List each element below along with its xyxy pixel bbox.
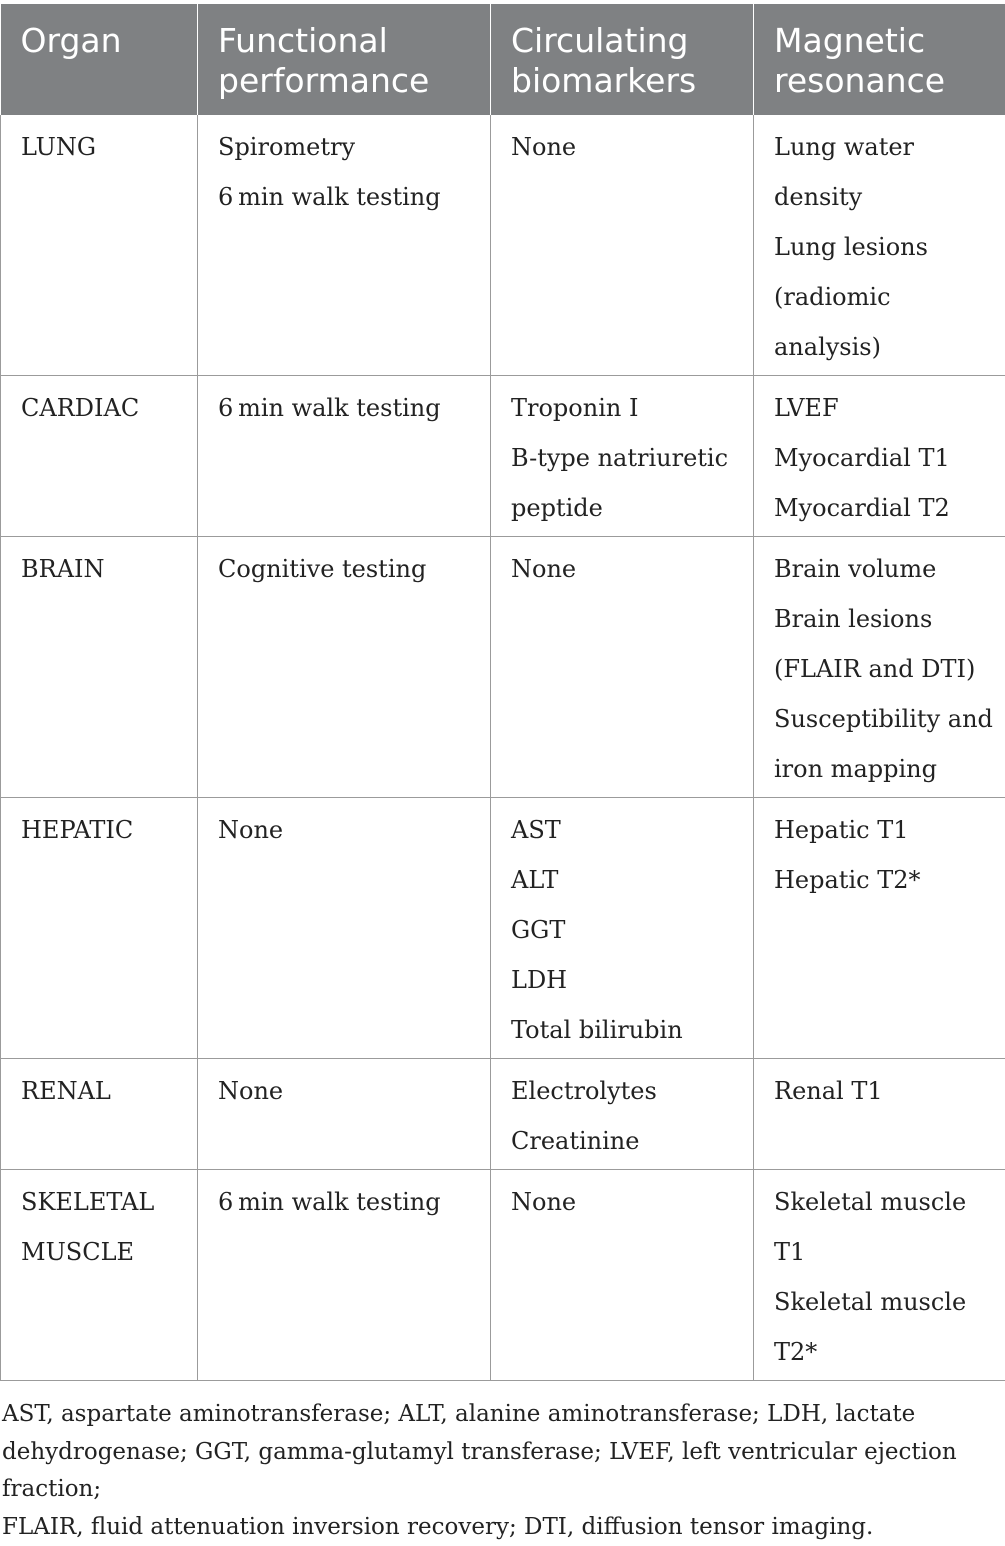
header-mr-line-2: resonance [774, 61, 945, 100]
cell-organ-line: HEPATIC [21, 805, 191, 855]
header-circulating-biomarkers [491, 4, 754, 115]
cell-magnetic-resonance-line: Brain volume [774, 544, 999, 594]
cell-organ [1, 376, 198, 537]
cell-functional-performance-line: Cognitive testing [218, 544, 484, 594]
cell-organ-line: MUSCLE [21, 1227, 191, 1277]
cell-circulating-biomarkers-line: Electrolytes [511, 1066, 747, 1116]
cell-organ-line: BRAIN [21, 544, 191, 594]
cell-magnetic-resonance-line: Susceptibility and [774, 694, 999, 744]
cell-functional-performance-line: 6 min walk testing [218, 1177, 484, 1227]
cell-circulating-biomarkers [491, 376, 754, 537]
cell-organ [1, 798, 198, 1059]
cell-organ-line: CARDIAC [21, 383, 191, 433]
header-magnetic-resonance [754, 4, 1005, 115]
cell-functional-performance [198, 798, 491, 1059]
cell-circulating-biomarkers-line: peptide [511, 483, 747, 533]
cell-functional-performance-line: None [218, 1066, 484, 1116]
header-mr-line-1: Magnetic [774, 21, 925, 60]
cell-magnetic-resonance [754, 1059, 1005, 1170]
header-organ [1, 4, 198, 115]
cell-organ-line: LUNG [21, 122, 191, 172]
organ-assessment-table-container [0, 4, 1005, 1381]
cell-circulating-biomarkers-line: None [511, 544, 747, 594]
cell-circulating-biomarkers-line: B-type natriuretic [511, 433, 747, 483]
cell-magnetic-resonance [754, 798, 1005, 1059]
header-row [1, 4, 1005, 115]
cell-circulating-biomarkers-line: None [511, 1177, 747, 1227]
cell-functional-performance [198, 376, 491, 537]
cell-circulating-biomarkers-line: ALT [511, 855, 747, 905]
table-row [1, 798, 1005, 1059]
cell-circulating-biomarkers [491, 798, 754, 1059]
cell-functional-performance-line: 6 min walk testing [218, 383, 484, 433]
cell-circulating-biomarkers [491, 1059, 754, 1170]
cell-functional-performance-line: Spirometry [218, 122, 484, 172]
footnote-line-1: AST, aspartate aminotransferase; ALT, alanine aminotransferase; LDH, lactate [2, 1396, 1002, 1434]
cell-magnetic-resonance-line: Hepatic T2* [774, 855, 999, 905]
footnote-line-3: FLAIR, fluid attenuation inversion recovery; DTI, diffusion tensor imaging. [2, 1509, 1002, 1546]
cell-magnetic-resonance-line: Hepatic T1 [774, 805, 999, 855]
cell-circulating-biomarkers-line: None [511, 122, 747, 172]
cell-functional-performance [198, 537, 491, 798]
cell-magnetic-resonance-line: Skeletal muscle [774, 1277, 999, 1327]
table-header [1, 4, 1005, 115]
cell-magnetic-resonance [754, 537, 1005, 798]
cell-organ [1, 1059, 198, 1170]
cell-organ [1, 1170, 198, 1381]
cell-organ [1, 115, 198, 376]
cell-magnetic-resonance-line: Myocardial T2 [774, 483, 999, 533]
header-organ-line: Organ [21, 21, 122, 60]
cell-functional-performance-line: 6 min walk testing [218, 172, 484, 222]
cell-magnetic-resonance [754, 115, 1005, 376]
cell-circulating-biomarkers [491, 537, 754, 798]
organ-assessment-table [0, 4, 1005, 1381]
cell-magnetic-resonance-line: Brain lesions [774, 594, 999, 644]
cell-organ [1, 537, 198, 798]
cell-magnetic-resonance-line: (radiomic [774, 272, 999, 322]
header-biomarkers-line-2: biomarkers [511, 61, 696, 100]
cell-magnetic-resonance-line: Myocardial T1 [774, 433, 999, 483]
cell-organ-line: SKELETAL [21, 1177, 191, 1227]
cell-magnetic-resonance-line: analysis) [774, 322, 999, 372]
header-functional-line-2: performance [218, 61, 429, 100]
cell-circulating-biomarkers-line: AST [511, 805, 747, 855]
header-biomarkers-line-1: Circulating [511, 21, 688, 60]
header-functional-line-1: Functional [218, 21, 388, 60]
cell-circulating-biomarkers-line: Creatinine [511, 1116, 747, 1166]
cell-functional-performance [198, 115, 491, 376]
cell-magnetic-resonance-line: LVEF [774, 383, 999, 433]
cell-circulating-biomarkers-line: GGT [511, 905, 747, 955]
cell-functional-performance [198, 1170, 491, 1381]
cell-circulating-biomarkers-line: Troponin I [511, 383, 747, 433]
table-row [1, 537, 1005, 798]
cell-circulating-biomarkers [491, 115, 754, 376]
table-row [1, 1170, 1005, 1381]
cell-functional-performance [198, 1059, 491, 1170]
cell-magnetic-resonance-line: (FLAIR and DTI) [774, 644, 999, 694]
cell-magnetic-resonance-line: Skeletal muscle [774, 1177, 999, 1227]
cell-magnetic-resonance [754, 376, 1005, 537]
cell-circulating-biomarkers [491, 1170, 754, 1381]
table-body [1, 115, 1005, 1381]
cell-magnetic-resonance-line: Renal T1 [774, 1066, 999, 1116]
table-row [1, 1059, 1005, 1170]
cell-functional-performance-line: None [218, 805, 484, 855]
cell-magnetic-resonance-line: iron mapping [774, 744, 999, 794]
cell-magnetic-resonance [754, 1170, 1005, 1381]
cell-circulating-biomarkers-line: LDH [511, 955, 747, 1005]
cell-magnetic-resonance-line: density [774, 172, 999, 222]
cell-magnetic-resonance-line: Lung lesions [774, 222, 999, 272]
table-row [1, 115, 1005, 376]
cell-magnetic-resonance-line: Lung water [774, 122, 999, 172]
header-functional-performance [198, 4, 491, 115]
footnote-line-2: dehydrogenase; GGT, gamma-glutamyl transferase; LVEF, left ventricular ejection fraction; [2, 1434, 1002, 1509]
table-footnote [2, 1396, 1002, 1546]
table-row [1, 376, 1005, 537]
cell-magnetic-resonance-line: T2* [774, 1327, 999, 1377]
cell-organ-line: RENAL [21, 1066, 191, 1116]
cell-circulating-biomarkers-line: Total bilirubin [511, 1005, 747, 1055]
cell-magnetic-resonance-line: T1 [774, 1227, 999, 1277]
